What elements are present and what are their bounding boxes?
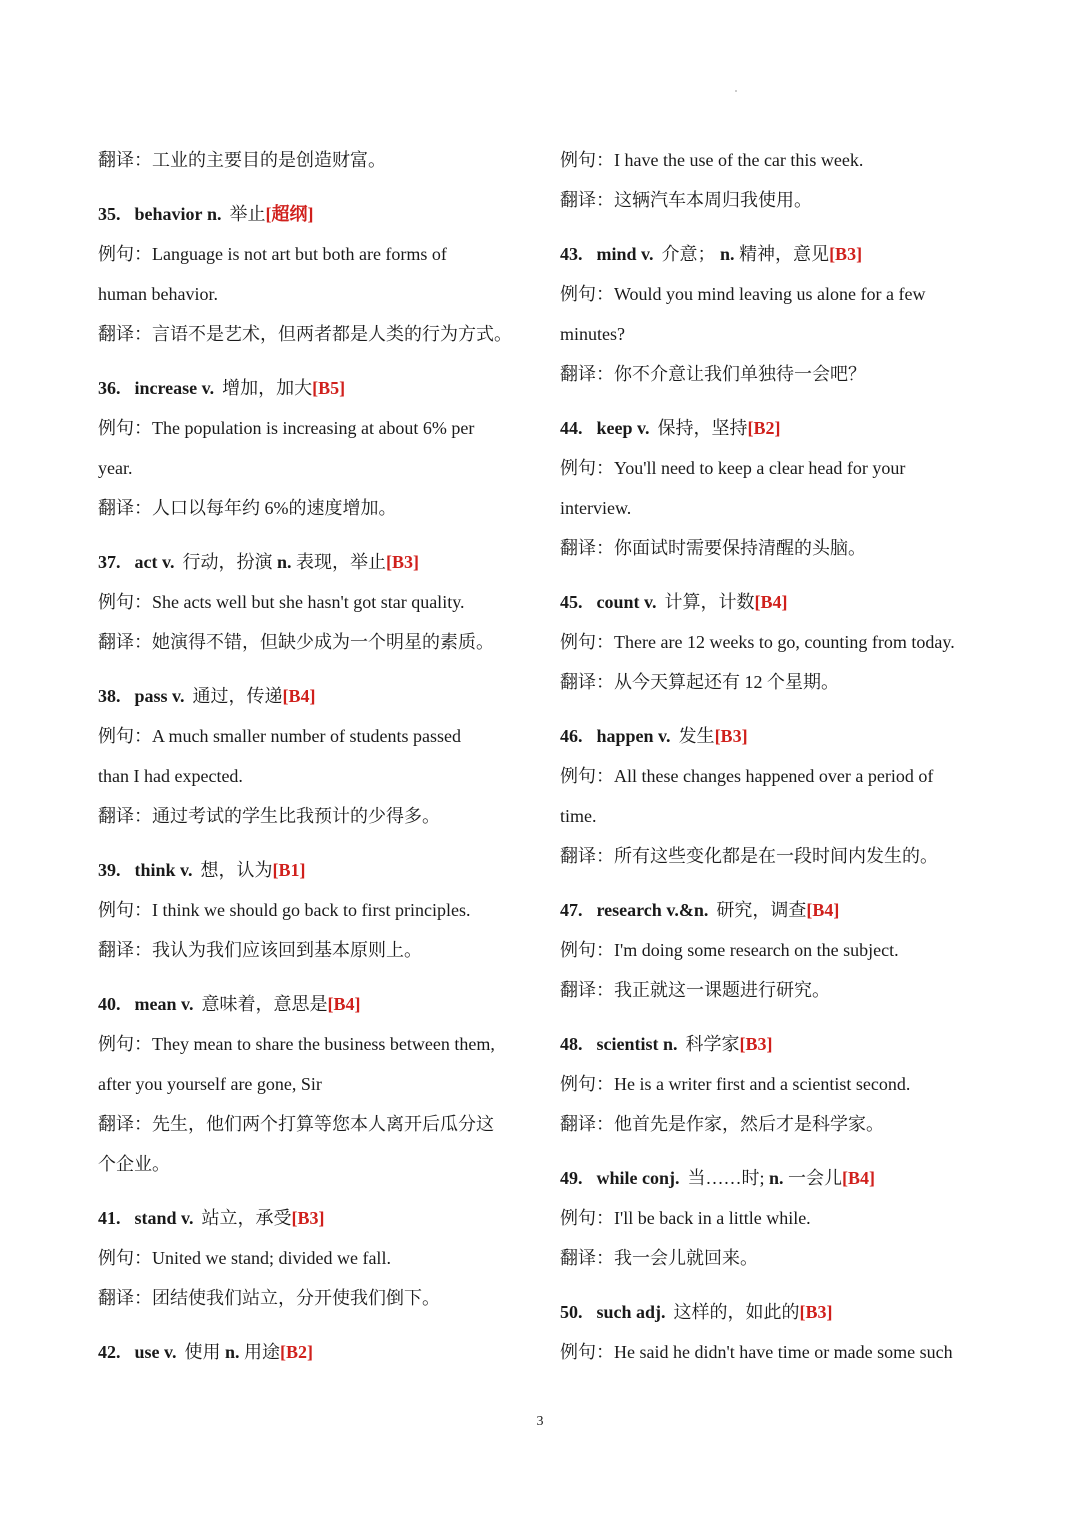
entry-word: increase — [134, 378, 198, 398]
entry-word: think — [134, 860, 176, 880]
entry-example-line: human behavior. — [98, 284, 218, 304]
entry-meaning: 科学家 — [685, 1034, 740, 1054]
vocab-entry — [98, 850, 530, 970]
entry-word: act — [134, 552, 158, 572]
entry-example-line: 例句：Would you mind leaving us alone for a few — [560, 284, 926, 304]
entry-example-line: 例句：She acts well but she hasn't got star quality. — [98, 592, 465, 612]
entry-headword — [560, 890, 985, 930]
right-column — [560, 140, 985, 1372]
entry-headword — [98, 850, 530, 890]
entry-translation-line: 翻译：从今天算起还有 12 个星期。 — [560, 672, 839, 692]
entry-headword — [560, 582, 985, 622]
entry-pos: conj. — [642, 1168, 680, 1188]
entry-pos: v. — [658, 726, 671, 746]
entry-headword — [560, 1158, 985, 1198]
entry-number: 46. — [560, 726, 583, 746]
entry-translation-line: 翻译：团结使我们站立，分开使我们倒下。 — [98, 1288, 440, 1308]
entry-pos: adj. — [636, 1302, 666, 1322]
entry-meaning: 这样的，如此的 — [673, 1302, 800, 1322]
entry-example-line: time. — [560, 806, 597, 826]
entry-translation-line: 翻译：你不介意让我们单独待一会吧？ — [560, 364, 866, 384]
entry-level-tag: [B3] — [714, 726, 748, 746]
top-example: 例句：I have the use of the car this week. — [560, 150, 864, 170]
vocab-entry — [98, 676, 530, 836]
entry-headword — [560, 1292, 985, 1332]
entry-translation-line: 翻译：他首先是作家，然后才是科学家。 — [560, 1114, 884, 1134]
entry-meaning-extra: 精神，意见 — [739, 244, 830, 264]
entry-level-tag: [B2] — [747, 418, 781, 438]
entry-word: behavior — [134, 204, 203, 224]
entry-number: 38. — [98, 686, 121, 706]
entry-pos: v. — [172, 686, 185, 706]
entry-meaning-pos: n. — [277, 552, 292, 572]
entry-word: happen — [596, 726, 654, 746]
entry-example-line: 例句：You'll need to keep a clear head for your — [560, 458, 906, 478]
entry-number: 37. — [98, 552, 121, 572]
entry-word: count — [596, 592, 640, 612]
left-column — [98, 140, 530, 1372]
entry-level-tag: [B3] — [829, 244, 863, 264]
entry-level-tag: [B2] — [280, 1342, 314, 1362]
entry-translation-line: 翻译：我正就这一课题进行研究。 — [560, 980, 830, 1000]
entry-number: 40. — [98, 994, 121, 1014]
entry-pos: v. — [180, 860, 193, 880]
entry-number: 49. — [560, 1168, 583, 1188]
entry-level-tag: [B4] — [806, 900, 840, 920]
entry-pos: v. — [161, 552, 175, 572]
entry-word: research — [596, 900, 662, 920]
entry-word: such — [596, 1302, 632, 1322]
entry-meaning-pos: n. — [720, 244, 735, 264]
entry-headword — [560, 716, 985, 756]
entry-meaning: 研究，调查 — [716, 900, 807, 920]
entry-number: 43. — [560, 244, 583, 264]
entry-pos: v. — [641, 244, 654, 264]
entry-translation-line: 翻译：先生，他们两个打算等您本人离开后瓜分这 — [98, 1114, 494, 1134]
entry-example-line: 例句：There are 12 weeks to go, counting from today. — [560, 632, 955, 652]
entry-headword — [98, 1198, 530, 1238]
entry-word: keep — [596, 418, 633, 438]
entry-example-line: 例句：Language is not art but both are forms of — [98, 244, 447, 264]
entry-level-tag: [B3] — [799, 1302, 833, 1322]
entry-word: pass — [134, 686, 168, 706]
entry-headword — [98, 368, 530, 408]
vocab-entry — [560, 1292, 985, 1372]
entry-level-tag: [B3] — [386, 552, 420, 572]
entry-word: while — [596, 1168, 638, 1188]
entry-example-line: 例句：A much smaller number of students passed — [98, 726, 461, 746]
entry-meaning: 使用 — [184, 1342, 221, 1362]
entry-number: 50. — [560, 1302, 583, 1322]
entry-translation-line: 翻译：通过考试的学生比我预计的少得多。 — [98, 806, 440, 826]
vocab-entry — [98, 368, 530, 528]
entry-example-line: 例句：He said he didn't have time or made some such — [560, 1342, 953, 1362]
entry-meaning: 发生 — [678, 726, 715, 746]
entry-headword — [98, 1332, 530, 1372]
entry-meaning: 增加，加大 — [222, 378, 313, 398]
entry-headword — [560, 1024, 985, 1064]
entry-pos: n. — [663, 1034, 678, 1054]
vocab-entry — [560, 1024, 985, 1144]
entry-word: use — [134, 1342, 160, 1362]
entry-level-tag: [超纲] — [265, 204, 314, 224]
entry-example-line: 例句：I'll be back in a little while. — [560, 1208, 811, 1228]
entry-example-line: 例句：United we stand; divided we fall. — [98, 1248, 391, 1268]
entry-meaning-pos: n. — [769, 1168, 784, 1188]
entry-headword — [98, 984, 530, 1024]
entry-number: 41. — [98, 1208, 121, 1228]
entry-pos: v. — [201, 378, 215, 398]
scan-speck — [735, 90, 737, 92]
entry-level-tag: [B3] — [739, 1034, 773, 1054]
entry-example-line: than I had expected. — [98, 766, 243, 786]
entry-translation-line: 翻译：她演得不错，但缺少成为一个明星的素质。 — [98, 632, 494, 652]
vocab-entry — [560, 408, 985, 568]
entry-meaning: 举止 — [229, 204, 266, 224]
entry-list — [98, 194, 530, 1372]
entry-word: mind — [596, 244, 637, 264]
entry-meaning: 想，认为 — [200, 860, 273, 880]
entry-word: stand — [134, 1208, 177, 1228]
entry-number: 45. — [560, 592, 583, 612]
entry-example-line: 例句：All these changes happened over a period of — [560, 766, 934, 786]
entry-number: 44. — [560, 418, 583, 438]
entry-level-tag: [B4] — [842, 1168, 876, 1188]
entry-number: 35. — [98, 204, 121, 224]
entry-meaning: 站立，承受 — [201, 1208, 292, 1228]
entry-meaning: 介意； — [661, 244, 716, 264]
entry-meaning-extra: 一会儿 — [788, 1168, 843, 1188]
vocab-entry — [560, 582, 985, 702]
entry-headword — [98, 194, 530, 234]
entry-pos: v. — [644, 592, 657, 612]
entry-translation-line: 翻译：人口以每年约 6%的速度增加。 — [98, 498, 397, 518]
vocab-entry — [98, 194, 530, 354]
entry-headword — [560, 234, 985, 274]
entry-meaning-pos: n. — [225, 1342, 240, 1362]
entry-example-line: 例句：The population is increasing at about 6% per — [98, 418, 475, 438]
entry-translation-line: 翻译：我一会儿就回来。 — [560, 1248, 758, 1268]
entry-word: scientist — [596, 1034, 659, 1054]
entry-meaning: 计算，计数 — [664, 592, 755, 612]
vocab-entry — [98, 1198, 530, 1318]
entry-word: mean — [134, 994, 177, 1014]
vocab-entry — [560, 890, 985, 1010]
entry-pos: v. — [181, 1208, 194, 1228]
vocab-entry — [98, 984, 530, 1184]
entry-translation-line: 翻译：我认为我们应该回到基本原则上。 — [98, 940, 422, 960]
entry-headword — [98, 542, 530, 582]
entry-number: 36. — [98, 378, 121, 398]
entry-level-tag: [B4] — [754, 592, 788, 612]
vocab-entry — [98, 1332, 530, 1372]
entry-level-tag: [B4] — [327, 994, 361, 1014]
entry-number: 39. — [98, 860, 121, 880]
entry-example-line: 例句：I think we should go back to first principles. — [98, 900, 471, 920]
vocab-entry — [98, 542, 530, 662]
entry-example-line: 例句：I'm doing some research on the subject. — [560, 940, 899, 960]
entry-level-tag: [B5] — [312, 378, 346, 398]
entry-pos: v. — [164, 1342, 177, 1362]
entry-translation-line: 翻译：你面试时需要保持清醒的头脑。 — [560, 538, 866, 558]
vocab-entry — [560, 234, 985, 394]
entry-meaning-extra: 表现，举止 — [296, 552, 387, 572]
entry-example-line: after you yourself are gone, Sir — [98, 1074, 322, 1094]
entry-meaning: 通过，传递 — [192, 686, 283, 706]
entry-meaning: 意味着，意思是 — [201, 994, 328, 1014]
entry-level-tag: [B1] — [272, 860, 306, 880]
vocab-entry — [560, 1158, 985, 1278]
vocab-entry — [560, 716, 985, 876]
entry-number: 42. — [98, 1342, 121, 1362]
entry-pos: v. — [637, 418, 650, 438]
entry-headword — [98, 676, 530, 716]
entry-translation-line: 翻译：言语不是艺术，但两者都是人类的行为方式。 — [98, 324, 512, 344]
entry-meaning: 行动，扮演 — [182, 552, 273, 572]
entry-meaning: 保持，坚持 — [657, 418, 748, 438]
top-translation: 翻译：这辆汽车本周归我使用。 — [560, 190, 812, 210]
entry-pos: v.&n. — [666, 900, 709, 920]
page-number: 3 — [536, 1414, 544, 1429]
entry-example-line: 例句：He is a writer first and a scientist second. — [560, 1074, 911, 1094]
entry-translation-line: 个企业。 — [98, 1154, 170, 1174]
entry-level-tag: [B3] — [291, 1208, 325, 1228]
entry-number: 47. — [560, 900, 583, 920]
entry-pos: n. — [207, 204, 222, 224]
entry-pos: v. — [181, 994, 194, 1014]
entry-level-tag: [B4] — [282, 686, 316, 706]
entry-example-line: minutes? — [560, 324, 625, 344]
entry-list — [560, 234, 985, 1372]
entry-translation-line: 翻译：所有这些变化都是在一段时间内发生的。 — [560, 846, 938, 866]
entry-headword — [560, 408, 985, 448]
entry-meaning-extra: 用途 — [244, 1342, 281, 1362]
top-translation: 翻译：工业的主要目的是创造财富。 — [98, 150, 386, 170]
entry-number: 48. — [560, 1034, 583, 1054]
entry-example-line: year. — [98, 458, 133, 478]
entry-meaning: 当……时; — [687, 1168, 765, 1188]
entry-example-line: interview. — [560, 498, 632, 518]
entry-example-line: 例句：They mean to share the business between them, — [98, 1034, 495, 1054]
